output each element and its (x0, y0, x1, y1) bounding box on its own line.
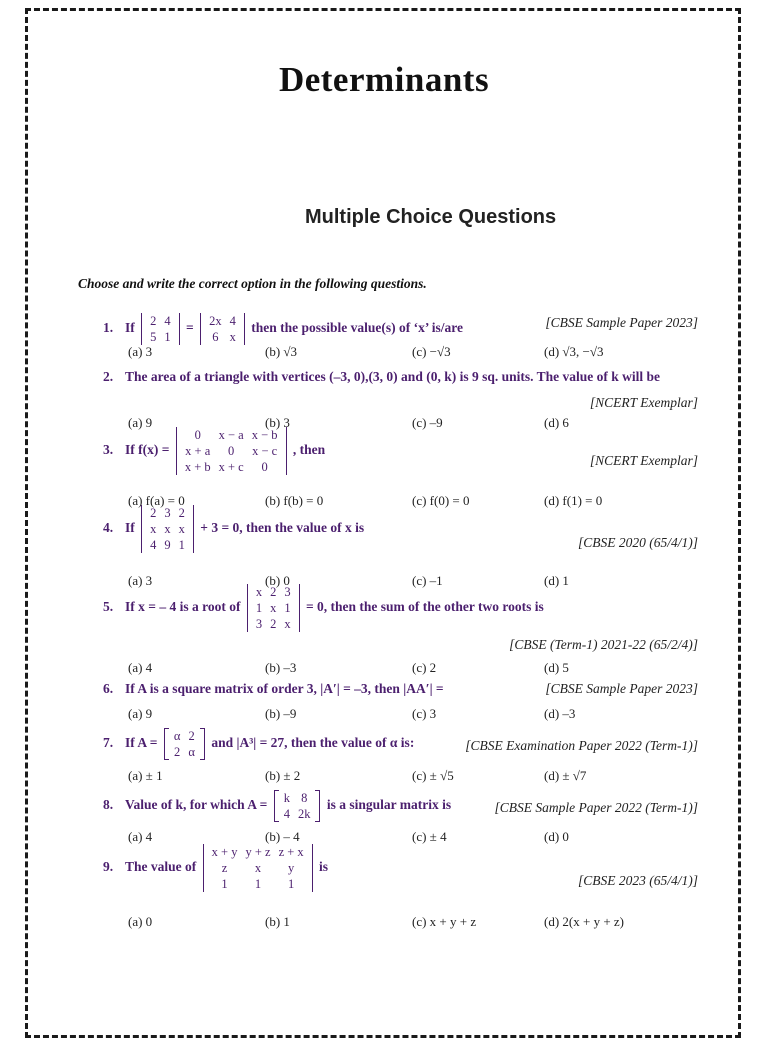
matrix-cell: 1 (178, 538, 185, 552)
matrix-cell: x (284, 617, 291, 631)
option-c: (c) x + y + z (412, 914, 477, 929)
question-text: If A = (125, 735, 161, 751)
matrix-cell: 2x (209, 314, 222, 328)
option-c: (c) −√3 (412, 344, 451, 359)
determinant (164, 728, 205, 760)
matrix-cell: 2 (270, 585, 277, 599)
question-number: 6. (103, 681, 114, 696)
option-a: (a) 9 (128, 415, 153, 430)
matrix-cell: 1 (254, 877, 262, 891)
question-number: 5. (103, 599, 114, 615)
question-text: If A is a square matrix of order 3, |A′| = –3, then |AA′| = (125, 681, 444, 696)
question-number: 9. (103, 859, 114, 875)
option-a: (a) 3 (128, 344, 153, 359)
option-c: (c) ± √5 (412, 768, 454, 783)
matrix-cell: x (254, 861, 262, 875)
determinant (203, 844, 313, 892)
matrix-cell: 1 (287, 877, 295, 891)
matrix-cell: x (178, 522, 185, 536)
matrix-cell: 1 (284, 601, 291, 615)
question-number: 3. (103, 442, 114, 458)
question-4 (103, 505, 364, 553)
question-source: [CBSE 2023 (65/4/1)] (578, 873, 698, 888)
option-c: (c) –9 (412, 415, 443, 430)
question-source: [CBSE (Term-1) 2021-22 (65/2/4)] (509, 637, 698, 652)
option-d: (d) –3 (544, 706, 576, 721)
option-d: (d) 1 (544, 573, 569, 588)
question-source: [CBSE Examination Paper 2022 (Term-1)] (465, 738, 698, 753)
question-7 (103, 728, 414, 760)
option-c: (c) ± 4 (412, 829, 447, 844)
matrix-cell: x + c (218, 460, 244, 474)
matrix-cell: α (173, 729, 181, 743)
question-3 (103, 427, 325, 475)
matrix-cell: x − c (252, 444, 278, 458)
matrix-cell: 2 (188, 729, 195, 743)
matrix-cell: 0 (228, 444, 235, 458)
determinant (200, 313, 245, 345)
question-text: If (125, 320, 139, 336)
matrix-cell: 2 (150, 314, 157, 328)
matrix-cell: x (255, 585, 263, 599)
question-source: [CBSE Sample Paper 2023] (545, 315, 698, 330)
matrix-cell: 4 (150, 538, 157, 552)
equals-sign: = (182, 320, 198, 336)
option-b: (b) –3 (265, 660, 297, 675)
option-b: (b) √3 (265, 344, 298, 359)
option-b: (b) ± 2 (265, 768, 301, 783)
matrix-cell: x − b (251, 428, 278, 442)
matrix-cell: 6 (212, 330, 219, 344)
matrix-cell: 2 (178, 506, 185, 520)
question-5 (103, 584, 544, 632)
matrix-cell: 1 (164, 330, 171, 344)
question-source: [CBSE Sample Paper 2022 (Term-1)] (494, 800, 698, 815)
question-source: [NCERT Exemplar] (589, 453, 698, 468)
question-9 (103, 844, 328, 892)
question-number: 2. (103, 369, 114, 384)
matrix-cell: x + a (185, 444, 211, 458)
matrix-cell: 4 (164, 314, 171, 328)
matrix-cell: 2 (270, 617, 277, 631)
question-1 (103, 313, 463, 345)
determinant (247, 584, 300, 632)
matrix-cell: 2 (173, 745, 181, 759)
option-a: (a) ± 1 (128, 768, 163, 783)
page-title: Determinants (278, 60, 490, 99)
matrix-cell: 9 (164, 538, 171, 552)
option-a: (a) 4 (128, 829, 153, 844)
matrix-cell: 1 (221, 877, 228, 891)
option-d: (d) 5 (544, 660, 569, 675)
option-a: (a) 0 (128, 914, 153, 929)
question-number: 1. (103, 320, 114, 336)
question-number: 8. (103, 797, 114, 813)
question-text: If f(x) = (125, 442, 173, 458)
option-a: (a) 4 (128, 660, 153, 675)
option-b: (b) – 4 (265, 829, 300, 844)
option-b: (b) 3 (265, 415, 290, 430)
question-text: is a singular matrix is (323, 797, 452, 813)
section-subtitle: Multiple Choice Questions (305, 206, 557, 228)
question-text: = 0, then the sum of the other two roots is (302, 599, 544, 615)
matrix-cell: 5 (150, 330, 157, 344)
option-a: (a) 3 (128, 573, 153, 588)
option-a: (a) f(a) = 0 (128, 493, 185, 508)
determinant (274, 790, 321, 822)
question-source: [NCERT Exemplar] (589, 395, 698, 410)
question-text: and |A³| = 27, then the value of α is: (207, 735, 415, 751)
question-number: 7. (103, 735, 114, 751)
option-d: (d) √3, −√3 (544, 344, 604, 359)
matrix-cell: y (287, 861, 295, 875)
determinant (141, 505, 194, 553)
option-c: (c) f(0) = 0 (412, 493, 470, 508)
determinant (176, 427, 287, 475)
option-b: (b) –9 (265, 706, 297, 721)
matrix-cell: 0 (261, 460, 268, 474)
matrix-cell: 4 (229, 314, 236, 328)
matrix-cell: 3 (284, 585, 291, 599)
question-source: [CBSE Sample Paper 2023] (545, 681, 698, 696)
matrix-cell: x (164, 522, 171, 536)
question-text: If (125, 520, 139, 536)
question-number: 4. (103, 520, 114, 536)
matrix-cell: 2 (150, 506, 157, 520)
matrix-cell: 1 (255, 601, 263, 615)
question-text: , then (289, 442, 326, 458)
matrix-cell: 2k (297, 807, 311, 821)
option-d: (d) f(1) = 0 (544, 493, 603, 508)
matrix-cell: 0 (194, 428, 201, 442)
matrix-cell: x − a (218, 428, 244, 442)
instruction-text: Choose and write the correct option in the following questions. (78, 276, 427, 291)
option-c: (c) 2 (412, 660, 437, 675)
matrix-cell: y + z (245, 845, 271, 859)
question-text: Value of k, for which A = (125, 797, 271, 813)
matrix-cell: z + x (278, 845, 304, 859)
option-b: (b) 1 (265, 914, 290, 929)
question-2 (103, 369, 660, 385)
question-text: If x = – 4 is a root of (125, 599, 244, 615)
matrix-cell: 3 (255, 617, 263, 631)
matrix-cell: k (283, 791, 290, 805)
question-6 (103, 681, 444, 697)
option-d: (d) 6 (544, 415, 569, 430)
matrix-cell: 8 (301, 791, 308, 805)
option-d: (d) ± √7 (544, 768, 587, 783)
option-b: (b) f(b) = 0 (265, 493, 324, 508)
question-text: The value of (125, 859, 200, 875)
option-d: (d) 0 (544, 829, 569, 844)
matrix-cell: α (188, 745, 195, 759)
matrix-cell: x (150, 522, 157, 536)
option-b: (b) 0 (265, 573, 290, 588)
question-text: + 3 = 0, then the value of x is (196, 520, 365, 536)
matrix-cell: 4 (283, 807, 290, 821)
question-text: The area of a triangle with vertices (–3, 0),(3, 0) and (0, k) is 9 sq. units. The value of k will be (125, 369, 660, 384)
option-a: (a) 9 (128, 706, 153, 721)
determinant (141, 313, 180, 345)
matrix-cell: x + y (211, 845, 238, 859)
matrix-cell: z (221, 861, 228, 875)
question-8 (103, 790, 451, 822)
option-d: (d) 2(x + y + z) (544, 914, 624, 929)
matrix-cell: x (270, 601, 277, 615)
question-text: is (315, 859, 329, 875)
option-c: (c) 3 (412, 706, 437, 721)
matrix-cell: 3 (164, 506, 171, 520)
matrix-cell: x (229, 330, 236, 344)
question-text: then the possible value(s) of ‘x’ is/are (247, 320, 463, 336)
matrix-cell: x + b (184, 460, 211, 474)
option-c: (c) –1 (412, 573, 443, 588)
question-source: [CBSE 2020 (65/4/1)] (578, 535, 698, 550)
